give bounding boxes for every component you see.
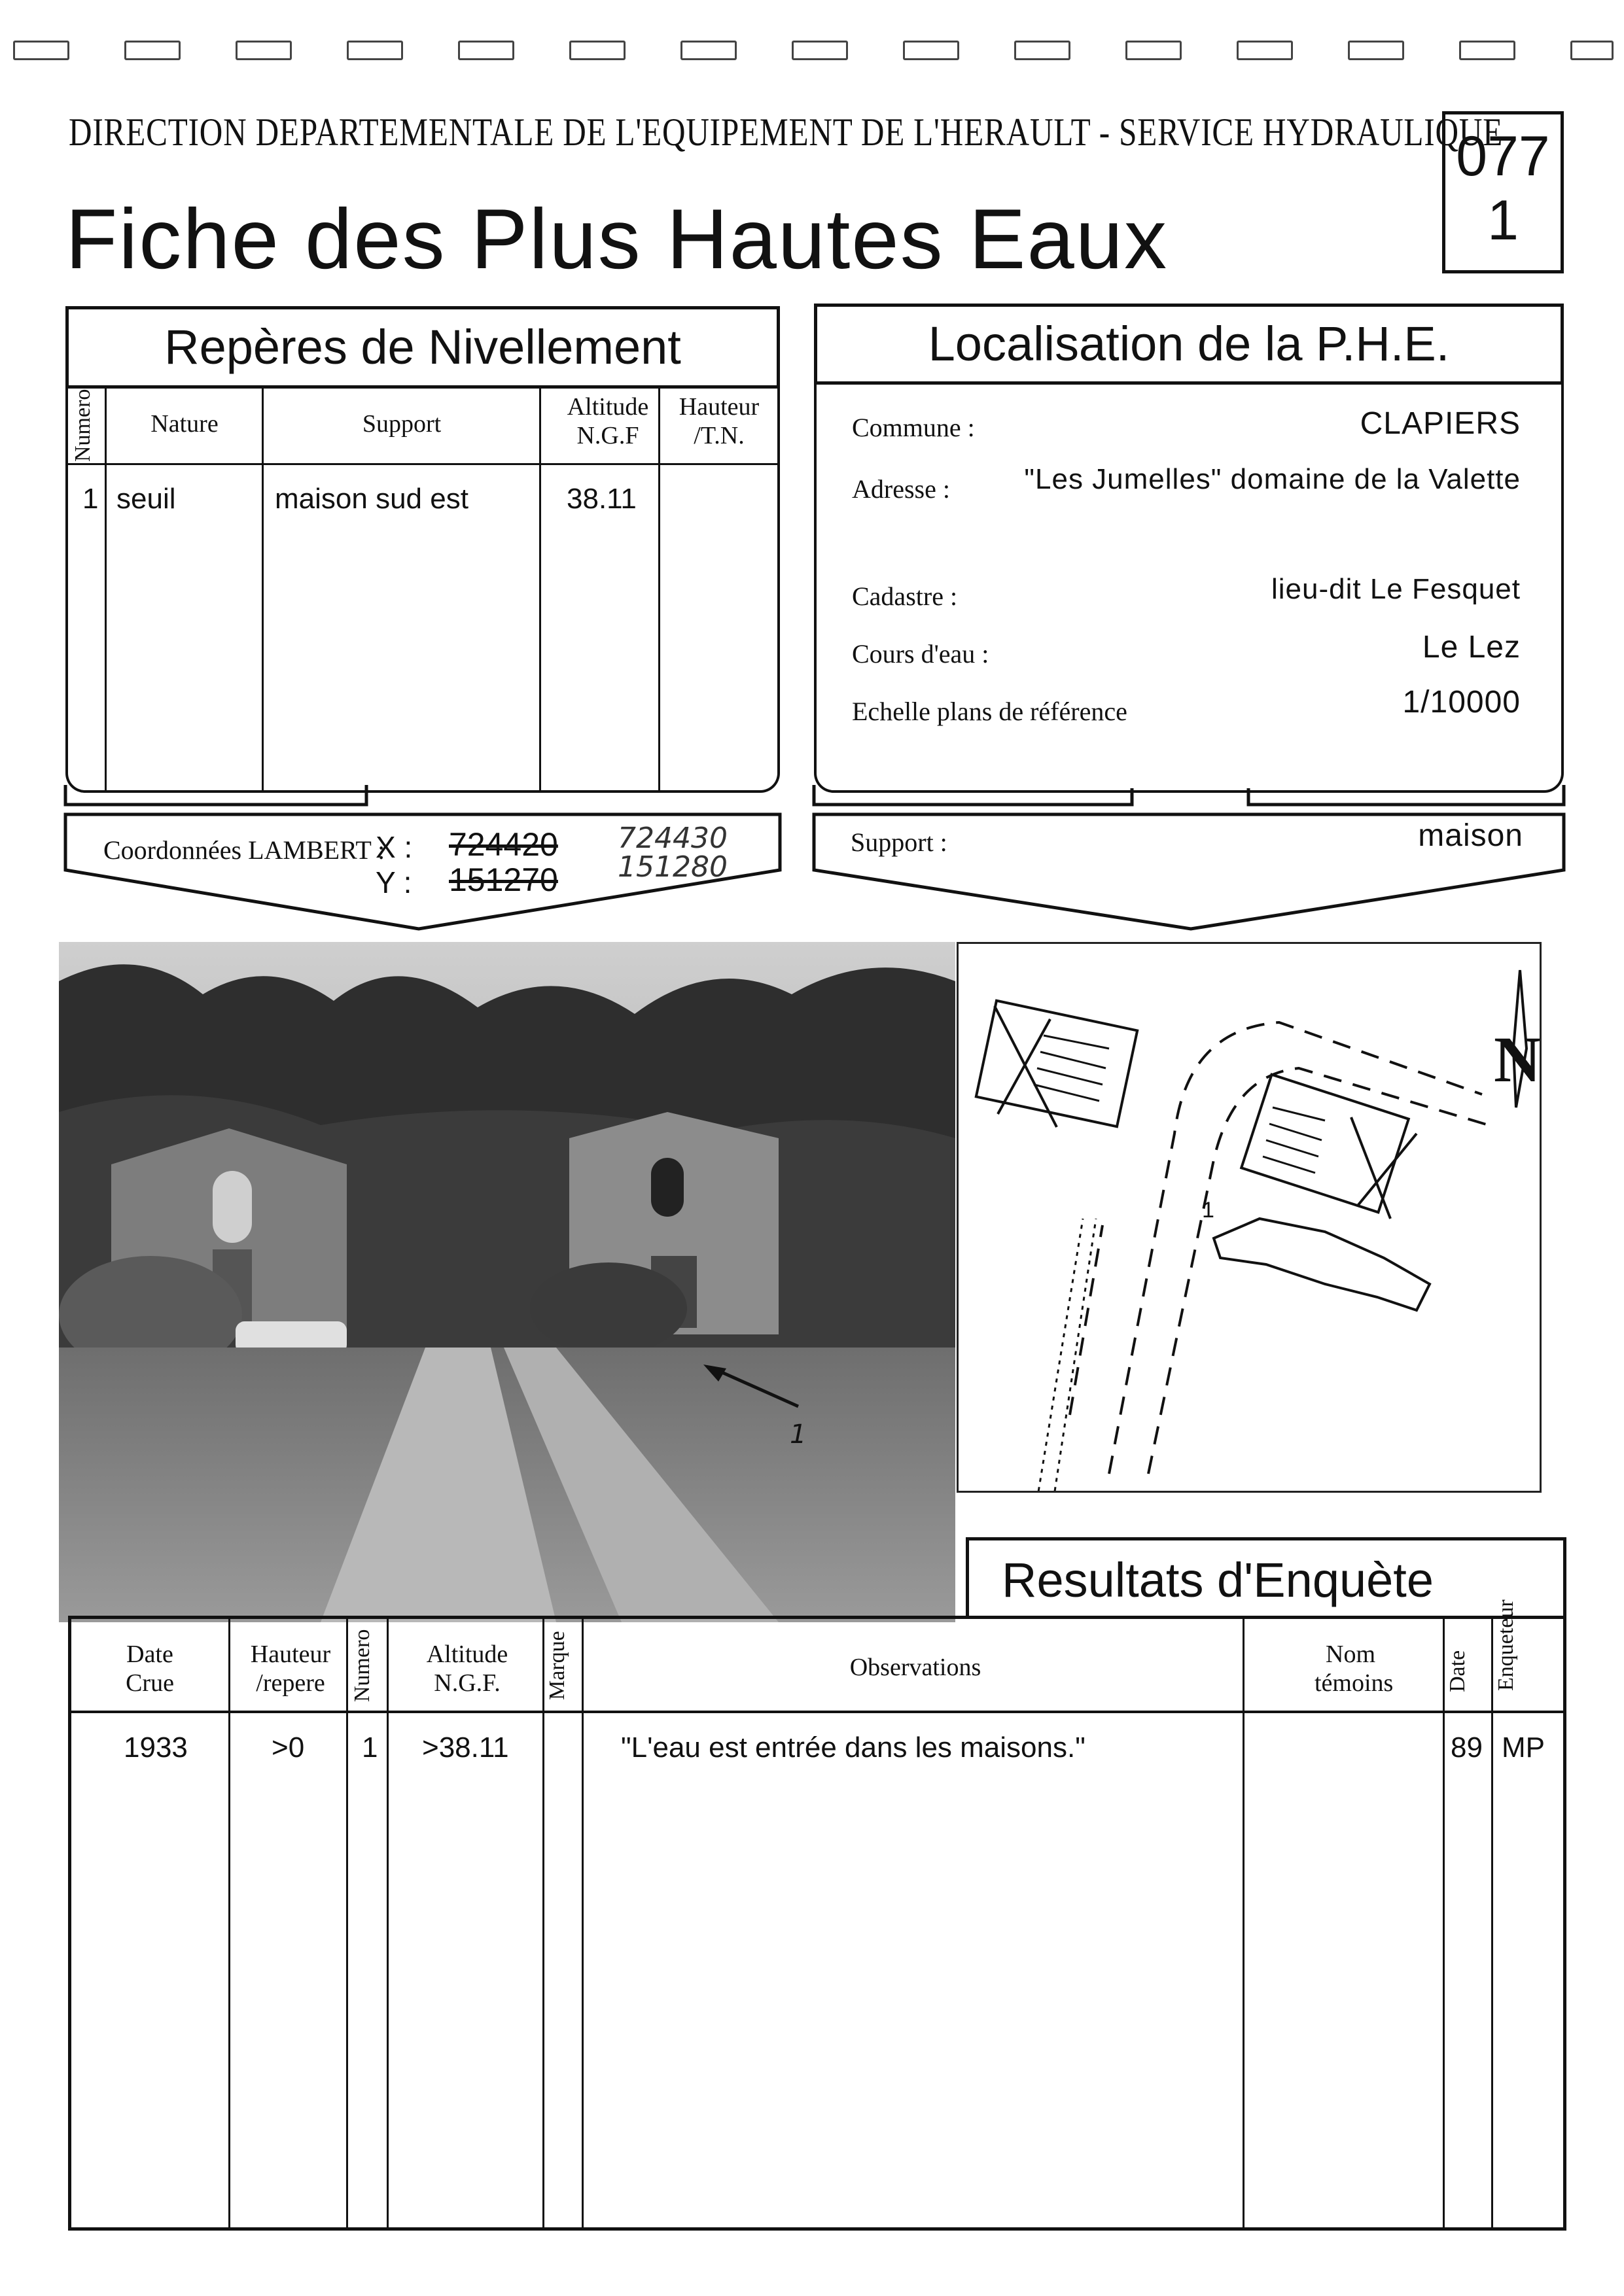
echelle-label: Echelle plans de référence — [852, 697, 1127, 726]
commune-value: CLAPIERS — [1360, 406, 1521, 441]
col-hauteur-repere: Hauteur /repere — [250, 1641, 331, 1697]
col-nom-temoins: Nom témoins — [1315, 1641, 1394, 1697]
col-marque: Marque — [545, 1631, 569, 1700]
adresse-label: Adresse : — [852, 474, 950, 504]
col-observations: Observations — [849, 1654, 981, 1681]
department-header: DIRECTION DEPARTEMENTALE DE L'EQUIPEMENT DE L'HERAULT - SERVICE HYDRAULIQUE — [69, 111, 1504, 154]
enquete-title-connector — [966, 1596, 972, 1616]
col-numero: Numero — [71, 389, 95, 462]
sheet-code-box — [1442, 111, 1564, 273]
repere-nature: seuil — [116, 483, 176, 515]
x-label: X : — [376, 830, 413, 864]
site-plan — [957, 942, 1542, 1493]
enquete-title: Resultats d'Enquète — [966, 1537, 1566, 1618]
col-date-enquete: Date — [1445, 1650, 1470, 1693]
col-altitude: Altitude N.G.F — [567, 393, 649, 449]
enquete-date: 89 — [1451, 1731, 1483, 1764]
x-printed: 724420 — [449, 826, 558, 863]
enquete-date-crue: 1933 — [124, 1731, 188, 1764]
enquete-altitude: >38.11 — [422, 1731, 509, 1764]
y-label: Y : — [376, 865, 412, 899]
north-label: N — [1494, 1023, 1540, 1096]
enquete-table — [68, 1599, 1566, 2231]
support-label: Support : — [851, 827, 947, 857]
col-support: Support — [362, 410, 442, 438]
page-title: Fiche des Plus Hautes Eaux — [65, 191, 1169, 287]
photo-marker: 1 — [790, 1419, 807, 1450]
adresse-value: "Les Jumelles" domaine de la Valette — [1024, 463, 1521, 495]
localisation-panel — [814, 383, 1564, 793]
reperes-table — [65, 386, 780, 793]
col-numero-enquete: Numero — [350, 1629, 374, 1702]
echelle-value: 1/10000 — [1402, 685, 1521, 720]
localisation-title: Localisation de la P.H.E. — [814, 304, 1564, 385]
cadastre-value: lieu-dit Le Fesquet — [1271, 573, 1521, 605]
commune-label: Commune : — [852, 413, 975, 442]
col-date-crue: Date Crue — [126, 1641, 174, 1697]
col-altitude-ngf: Altitude N.G.F. — [426, 1641, 508, 1697]
enquete-hauteur: >0 — [272, 1731, 305, 1764]
lambert-label: Coordonnées LAMBERT : — [103, 835, 385, 865]
col-nature: Nature — [150, 410, 219, 438]
cours-eau-value: Le Lez — [1422, 630, 1521, 665]
reperes-title: Repères de Nivellement — [65, 306, 780, 389]
repere-altitude: 38.11 — [567, 483, 637, 515]
repere-support: maison sud est — [275, 483, 468, 515]
y-printed: 151270 — [449, 861, 558, 898]
repere-numero: 1 — [82, 483, 99, 515]
col-hauteur: Hauteur /T.N. — [679, 393, 760, 449]
sheet-code-top: 077 — [1456, 125, 1550, 188]
enquete-enqueteur: MP — [1502, 1731, 1545, 1764]
col-enqueteur: Enqueteur — [1494, 1599, 1518, 1691]
cadastre-label: Cadastre : — [852, 582, 958, 611]
support-value: maison — [1418, 818, 1523, 853]
sheet-code-bottom: 1 — [1487, 189, 1519, 252]
enquete-numero: 1 — [362, 1731, 378, 1764]
y-handwritten: 151280 — [618, 850, 728, 884]
plan-marker: 1 — [1202, 1198, 1214, 1223]
x-handwritten: 724430 — [618, 822, 728, 855]
cours-eau-label: Cours d'eau : — [852, 639, 989, 669]
enquete-observations: "L'eau est entrée dans les maisons." — [621, 1731, 1086, 1764]
site-photograph — [59, 942, 955, 1622]
